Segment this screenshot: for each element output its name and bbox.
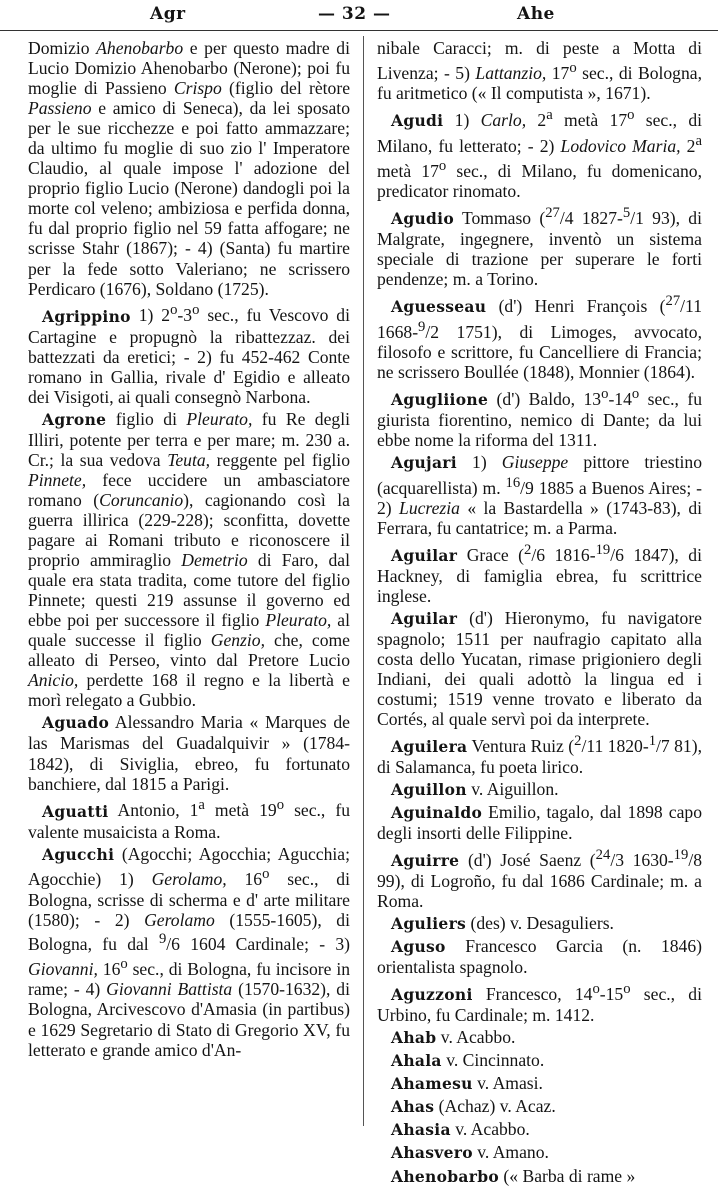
- entry-text: Emilio, tagalo, dal 1898 capo degli insorti delle Filippine.: [377, 802, 702, 844]
- entry-headword: Aguirre: [391, 851, 460, 870]
- dictionary-entry: [377, 105, 702, 201]
- left-column: [28, 38, 350, 1062]
- entry-text: (d') Baldo, 13$^o$-14$^o$ sec., fu giurista fiorentino, nemico di Dante; da lui ebbe nome la riforma del 1311.: [377, 385, 702, 450]
- entry-text: Alessandro Maria « Marques de las Marismas del Guadalquivir » (1784-1842), di Siviglia, ebreo, fu fortunato banchiere, dal 1815 a Parigi.: [28, 712, 350, 794]
- entry-headword: Aguillon: [391, 780, 467, 799]
- page-number: — 32 —: [318, 4, 391, 24]
- dictionary-entry: [377, 779, 702, 800]
- entry-text: Antonio, 1$^a$ metà 19$^o$ sec., fu valente musaicista a Roma.: [28, 797, 350, 842]
- entry-headword: Ahasvero: [391, 1143, 473, 1163]
- entry-headword: Ahasia: [391, 1120, 451, 1140]
- entry-headword: Agudio: [391, 208, 454, 228]
- entry-headword: Agrone: [42, 409, 107, 429]
- entry-headword: Agrippino: [42, 306, 131, 326]
- entry-text: (d') Hieronymo, fu navigatore spagnolo; 1511 per naufragio capitato alla costa dello Yucatan, rimase prigioniero degli Indiani, dei quali adottò la lingua ed i costumi; 1519 venne trovato e liberato da Cortés, al quale servì poi da interprete.: [377, 607, 702, 729]
- entry-headword: Aguinaldo: [391, 803, 483, 823]
- header-left-guide-word: Agr: [150, 4, 186, 24]
- dictionary-entry: [377, 384, 702, 450]
- dictionary-entry: [377, 203, 702, 289]
- entry-text: v. Aiguillon.: [471, 779, 559, 799]
- dictionary-entry: [28, 796, 350, 842]
- entry-continuation: [28, 38, 350, 299]
- dictionary-entry: [377, 1027, 702, 1048]
- entry-headword: Aguilar: [391, 545, 458, 565]
- entry-headword: Aguzzoni: [391, 985, 473, 1005]
- entry-text: (d') José Saenz ($^{24}$/3 1630-$^{19}$/8 99), di Logroño, fu dal 1686 Cardinale; m. a Roma.: [377, 847, 703, 912]
- dictionary-entry: [377, 1073, 702, 1094]
- entry-headword: Ahas: [391, 1097, 435, 1117]
- dictionary-entry: [377, 1096, 702, 1117]
- entry-headword: Ahamesu: [391, 1074, 473, 1094]
- dictionary-entry: [377, 1050, 702, 1071]
- dictionary-entry: [377, 802, 702, 843]
- entry-headword: Agujari: [391, 452, 457, 472]
- entry-text: Tommaso ($^{27}$/4 1827-$^5$/1 93), di Malgrate, ingegnere, inventò un sistema speciale di trazione per superare le forti pendenze; m. a Torino.: [377, 204, 702, 289]
- entry-text: (d') Henri François ($^{27}$/11 1668-$^9$/2 1751), di Limoges, avvocato, filosofo e scrittore, fu Cancelliere di Francia; ne scrissero Boullée (1848), Monnier (1864).: [377, 292, 702, 382]
- entry-text: nibale Caracci; m. di peste a Motta di Livenza; - 5) Lattanzio, 17$^o$ sec., di Bologna, fu aritmetico (« Il computista », 1671).: [377, 38, 702, 103]
- entry-text: v. Acabbo.: [440, 1027, 516, 1048]
- dictionary-entry: [377, 979, 702, 1025]
- dictionary-entry: [377, 291, 702, 382]
- column-divider: [363, 36, 364, 1126]
- entry-headword: Agugliione: [391, 389, 489, 409]
- dictionary-entry: [377, 608, 702, 729]
- dictionary-entry: [377, 1166, 702, 1187]
- entry-headword: Ahenobarbo: [391, 1166, 499, 1186]
- dictionary-entry: [377, 913, 702, 934]
- entry-headword: Aguso: [391, 937, 446, 957]
- entry-text: 1) 2$^o$-3$^o$ sec., fu Vescovo di Cartagine e propugnò la ribattezzaz. dei battezzati da eretici; - 2) fu 452-462 Conte romano in Gallia, rivale d' Egidio e alleato dei Visigoti, ai quali consegnò Narbona.: [28, 302, 350, 407]
- dictionary-entry: [377, 540, 702, 606]
- entry-text: Ventura Ruiz ($^2$/11 1820-$^1$/7 81), di Salamanca, fu poeta lirico.: [377, 733, 702, 777]
- dictionary-entry: [377, 452, 702, 538]
- dictionary-entry: [28, 409, 350, 711]
- entry-text: (Achaz) v. Acaz.: [438, 1096, 556, 1117]
- dictionary-entry: [28, 712, 350, 793]
- entry-text: 1) Giuseppe pittore triestino (acquarellista) m. $^{16}$/9 1885 a Buenos Aires; - 2) Lucrezia « la Bastardella » (1743-83), di Ferrara, fu cantatrice; m. a Parma.: [377, 451, 703, 538]
- dictionary-entry: [377, 936, 702, 977]
- entry-text: Francesco, 14$^o$-15$^o$ sec., di Urbino, fu Cardinale; m. 1412.: [377, 981, 702, 1026]
- entry-text: v. Amano.: [477, 1142, 549, 1163]
- entry-text: v. Acabbo.: [455, 1119, 530, 1140]
- entry-text: (des) v. Desaguliers.: [470, 913, 614, 934]
- dictionary-entry: [377, 845, 702, 911]
- header-right-guide-word: Ahe: [517, 4, 555, 24]
- entry-headword: Aguatti: [42, 801, 109, 821]
- entry-text: (« Barba di rame »: [503, 1165, 636, 1186]
- dictionary-entry: [377, 731, 702, 777]
- running-head: [0, 2, 718, 31]
- entry-text: v. Cincinnato.: [446, 1050, 545, 1071]
- entry-headword: Aguilera: [391, 736, 468, 756]
- entry-continuation: [377, 38, 702, 103]
- entry-headword: Agudi: [391, 110, 444, 130]
- entry-text: v. Amasi.: [477, 1073, 543, 1094]
- entry-headword: Aguesseau: [391, 296, 487, 316]
- dictionary-entry: [377, 1119, 702, 1140]
- entry-text: Francesco Garcia (n. 1846) orientalista spagnolo.: [377, 936, 702, 978]
- entry-headword: Ahab: [391, 1028, 437, 1048]
- entry-text: figlio di Pleurato, fu Re degli Illiri, potente per terra e per mare; m. 230 a. Cr.; la sua vedova Teuta, reggente pel figlio Pinnete, fece uccidere un ambasciatore romano (Coruncanio), cagionando così la guerra illirica (229-228); sconfitta, dovette pagare ai Romani tributo e riconoscere il proprio ammiraglio Demetrio di Faro, dal quale era stata tradita, come tutore del figlio Pinnete; questi 219 assunse il governo ed ebbe poi per successore il figlio Pleurato, al quale successe il figlio Genzio, che, come alleato di Perseo, vinto dal Pretore Lucio Anicio, perdette 168 il regno e la libertà e morì relegato a Gubbio.: [28, 408, 350, 711]
- dictionary-entry: [28, 301, 350, 407]
- entry-headword: Agucchi: [42, 844, 115, 864]
- entry-text: Domizio Ahenobarbo e per questo madre di Lucio Domizio Ahenobarbo (Nerone); poi fu moglie di Passieno Crispo (figlio del rètore Passieno e amico di Seneca), da lei sposato per le sue ricchezze e poi fatto ammazzare; da ultimo fu moglie di suo zio l' Imperatore Claudio, al quale impose l' adozione del proprio figlio Lucio (Nerone) dandogli poi la morte col veleno; ambiziosa e perfida donna, fu dal proprio figlio nel 59 fatta affogare; ne scrisse Stahr (1867); - 4) (Santa) fu martire per la fede sotto Valeriano; ne scrissero Perdicaro (1676), Soldano (1725).: [28, 38, 350, 299]
- entry-headword: Ahala: [391, 1051, 442, 1071]
- dictionary-entry: [377, 1142, 702, 1163]
- entry-headword: Aguliers: [391, 914, 467, 934]
- entry-text: (Agocchi; Agocchia; Agucchia; Agocchie) 1) Gerolamo, 16$^o$ sec., di Bologna, scrisse di scherma e d' arte militare (1580); - 2) Gerolamo (1555-1605), di Bologna, fu dal $^9$/6 1604 Cardinale; - 3) Giovanni, 16$^o$ sec., di Bologna, fu incisore in rame; - 4) Giovanni Battista (1570-1632), di Bologna, Arcivescovo d'Amasia (in partibus) e 1629 Segretario di Stato di Gregorio XV, fu letterato e grande amico d'An-: [28, 843, 350, 1060]
- entry-text: Grace ($^2$/6 1816-$^{19}$/6 1847), di Hackney, di famiglia ebrea, fu scrittrice inglese.: [377, 541, 702, 606]
- entry-headword: Aguado: [42, 713, 110, 733]
- entry-headword: Aguilar: [391, 608, 458, 628]
- dictionary-entry: [28, 844, 350, 1060]
- entry-text: 1) Carlo, 2$^a$ metà 17$^o$ sec., di Milano, fu letterato; - 2) Lodovico Maria, 2$^a$ metà 17$^o$ sec., di Milano, fu domenicano, predicator rinomato.: [377, 107, 703, 201]
- right-column: [377, 38, 702, 1189]
